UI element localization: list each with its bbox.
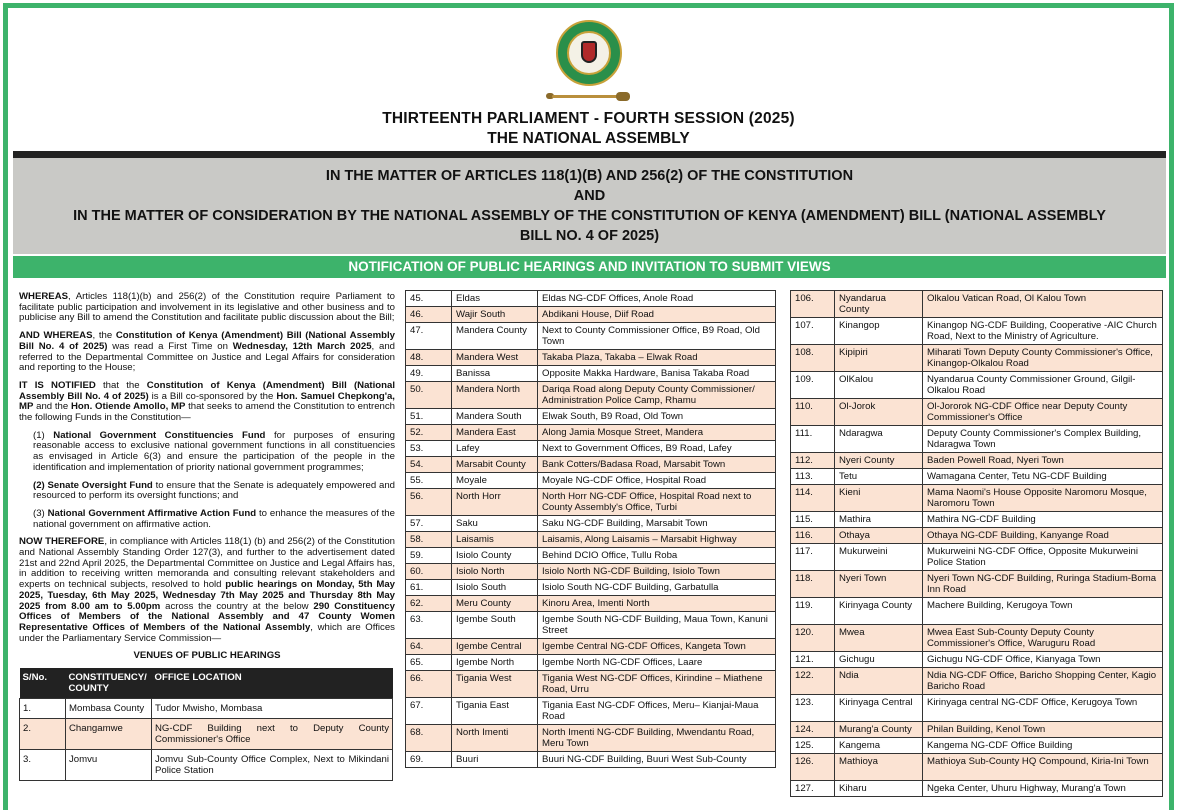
- row-number: 110.: [791, 399, 835, 426]
- table-row: [791, 291, 1163, 318]
- office-location: Philan Building, Kenol Town: [923, 722, 1163, 738]
- constituency-name: OlKalou: [835, 372, 923, 399]
- table-header-row: [20, 668, 393, 699]
- row-number: 2.: [20, 719, 66, 750]
- office-location: Isiolo South NG-CDF Building, Garbatulla: [538, 580, 776, 596]
- constituency-name: Kipipiri: [835, 345, 923, 372]
- office-location: Opposite Makka Hardware, Banisa Takaba Road: [538, 366, 776, 382]
- table-row: [20, 699, 393, 719]
- office-location: Kirinyaga central NG-CDF Office, Kerugoya Town: [923, 695, 1163, 722]
- row-number: 57.: [406, 516, 452, 532]
- row-number: 123.: [791, 695, 835, 722]
- table-row: [406, 671, 776, 698]
- constituency-name: Nyandarua County: [835, 291, 923, 318]
- constituency-name: Igembe Central: [452, 639, 538, 655]
- constituency-name: Moyale: [452, 473, 538, 489]
- constituency-name: Lafey: [452, 441, 538, 457]
- table-row: [406, 425, 776, 441]
- table-row: [791, 528, 1163, 544]
- row-number: 49.: [406, 366, 452, 382]
- row-number: 127.: [791, 781, 835, 797]
- constituency-name: Mandera South: [452, 409, 538, 425]
- office-location: Machere Building, Kerugoya Town: [923, 598, 1163, 625]
- row-number: 58.: [406, 532, 452, 548]
- row-number: 61.: [406, 580, 452, 596]
- office-location: Jomvu Sub-County Office Complex, Next to Mikindani Police Station: [152, 750, 393, 781]
- col-header-constituency: CONSTITUENCY/ COUNTY: [66, 668, 152, 699]
- office-location: Olkalou Vatican Road, Ol Kalou Town: [923, 291, 1163, 318]
- table-row: [791, 485, 1163, 512]
- constituency-name: Kieni: [835, 485, 923, 512]
- table-row: [406, 489, 776, 516]
- constituency-name: Igembe North: [452, 655, 538, 671]
- office-location: North Imenti NG-CDF Building, Mwendantu Road, Meru Town: [538, 725, 776, 752]
- row-number: 125.: [791, 738, 835, 754]
- constituency-name: Meru County: [452, 596, 538, 612]
- table-row: [20, 719, 393, 750]
- table-row: [406, 473, 776, 489]
- row-number: 60.: [406, 564, 452, 580]
- constituency-name: Kinangop: [835, 318, 923, 345]
- constituency-name: Mombasa County: [66, 699, 152, 719]
- row-number: 62.: [406, 596, 452, 612]
- table-row: [406, 350, 776, 366]
- row-number: 115.: [791, 512, 835, 528]
- constituency-name: Murang'a County: [835, 722, 923, 738]
- constituency-name: Wajir South: [452, 307, 538, 323]
- constituency-name: Othaya: [835, 528, 923, 544]
- constituency-name: Mwea: [835, 625, 923, 652]
- table-row: [406, 382, 776, 409]
- row-number: 64.: [406, 639, 452, 655]
- office-location: Igembe North NG-CDF Offices, Laare: [538, 655, 776, 671]
- table-row: [406, 564, 776, 580]
- constituency-name: Kirinyaga Central: [835, 695, 923, 722]
- table-row: [791, 469, 1163, 485]
- constituency-name: Ol-Jorok: [835, 399, 923, 426]
- row-number: 52.: [406, 425, 452, 441]
- row-number: 112.: [791, 453, 835, 469]
- office-location: Buuri NG-CDF Building, Buuri West Sub-County: [538, 752, 776, 768]
- parliament-seal-logo: [556, 20, 622, 86]
- table-row: [791, 571, 1163, 598]
- table-row: [406, 655, 776, 671]
- venues-table-left: [19, 668, 393, 781]
- office-location: Mwea East Sub-County Deputy County Commissioner's Office, Waruguru Road: [923, 625, 1163, 652]
- table-row: [791, 544, 1163, 571]
- matter-line-3: IN THE MATTER OF CONSIDERATION BY THE NATIONAL ASSEMBLY OF THE CONSTITUTION OF KENYA (AMENDMENT) BILL (NATIONAL ASSEMBLY: [73, 208, 1106, 224]
- table-row: [791, 668, 1163, 695]
- matter-line-2: AND: [573, 188, 606, 204]
- office-location: Nyeri Town NG-CDF Building, Ruringa Stadium-Boma Inn Road: [923, 571, 1163, 598]
- table-row: [791, 738, 1163, 754]
- assembly-title: THE NATIONAL ASSEMBLY: [487, 130, 690, 147]
- table-row: [406, 580, 776, 596]
- table-row: [406, 639, 776, 655]
- constituency-name: Kiharu: [835, 781, 923, 797]
- office-location: Laisamis, Along Laisamis – Marsabit Highway: [538, 532, 776, 548]
- row-number: 46.: [406, 307, 452, 323]
- row-number: 56.: [406, 489, 452, 516]
- office-location: Behind DCIO Office, Tullu Roba: [538, 548, 776, 564]
- venues-heading: VENUES OF PUBLIC HEARINGS: [133, 650, 281, 662]
- row-number: 126.: [791, 754, 835, 781]
- col-header-sno: S/No.: [20, 668, 66, 699]
- row-number: 108.: [791, 345, 835, 372]
- office-location: Takaba Plaza, Takaba – Elwak Road: [538, 350, 776, 366]
- constituency-name: Tigania East: [452, 698, 538, 725]
- matter-line-4: BILL NO. 4 OF 2025): [519, 228, 660, 244]
- office-location: North Horr NG-CDF Office, Hospital Road next to County Assembly's Office, Turbi: [538, 489, 776, 516]
- row-number: 109.: [791, 372, 835, 399]
- office-location: Mama Naomi's House Opposite Naromoru Mosque, Naromoru Town: [923, 485, 1163, 512]
- paragraph-whereas: WHEREAS, Articles 118(1)(b) and 256(2) of the Constitution require Parliament to facilitate public participation and involvement in its legislative and other business and to publicise any Bill to amend the Constitution and facilitate public discussion about the Bill;: [19, 291, 395, 324]
- constituency-name: Marsabit County: [452, 457, 538, 473]
- office-location: Next to County Commissioner Office, B9 Road, Old Town: [538, 323, 776, 350]
- row-number: 106.: [791, 291, 835, 318]
- row-number: 118.: [791, 571, 835, 598]
- constituency-name: Tetu: [835, 469, 923, 485]
- office-location: Mathioya Sub-County HQ Compound, Kiria-Ini Town: [923, 754, 1163, 781]
- constituency-name: Tigania West: [452, 671, 538, 698]
- constituency-name: North Horr: [452, 489, 538, 516]
- office-location: Mathira NG-CDF Building: [923, 512, 1163, 528]
- table-row: [406, 612, 776, 639]
- table-row: [406, 366, 776, 382]
- table-row: [406, 291, 776, 307]
- office-location: Abdikani House, Diif Road: [538, 307, 776, 323]
- row-number: 48.: [406, 350, 452, 366]
- office-location: Gichugu NG-CDF Office, Kianyaga Town: [923, 652, 1163, 668]
- row-number: 53.: [406, 441, 452, 457]
- office-location: Isiolo North NG-CDF Building, Isiolo Town: [538, 564, 776, 580]
- office-location: Baden Powell Road, Nyeri Town: [923, 453, 1163, 469]
- notification-banner: NOTIFICATION OF PUBLIC HEARINGS AND INVITATION TO SUBMIT VIEWS: [13, 256, 1166, 278]
- office-location: Bank Cotters/Badasa Road, Marsabit Town: [538, 457, 776, 473]
- constituency-name: Igembe South: [452, 612, 538, 639]
- office-location: Dariqa Road along Deputy County Commissioner/ Administration Police Camp, Rhamu: [538, 382, 776, 409]
- table-row: [406, 698, 776, 725]
- constituency-name: Mandera North: [452, 382, 538, 409]
- venues-table-right: [790, 290, 1163, 797]
- constituency-name: Mandera East: [452, 425, 538, 441]
- office-location: Igembe South NG-CDF Building, Maua Town, Kanuni Street: [538, 612, 776, 639]
- constituency-name: Mathira: [835, 512, 923, 528]
- constituency-name: Mandera County: [452, 323, 538, 350]
- paragraph-now-therefore: NOW THEREFORE, in compliance with Articles 118(1) (b) and 256(2) of the Constitution and National Assembly Standing Order 127(3), and further to the advertisement dated 21st and 22nd April 2025, the Departmental Committee on Justice and Legal Affairs has, in addition to receiving written memoranda and consulting relevant stakeholders and experts on technical subjects, resolved to hold public hearings on Monday, 5th May 2025, Tuesday, 6th May 2025, Wednesday 7th May 2025 and Thursday 8th May 2025 from 8.00 am to 5.00pm across the country at the below 290 Constituency Offices of Members of the National Assembly and 47 County Women Representative Offices of Members of the National Assembly, which are Offices under the Parliamentary Service Commission—: [19, 536, 396, 644]
- row-number: 69.: [406, 752, 452, 768]
- office-location: Elwak South, B9 Road, Old Town: [538, 409, 776, 425]
- constituency-name: Mathioya: [835, 754, 923, 781]
- table-row: [791, 695, 1163, 722]
- table-row: [791, 512, 1163, 528]
- table-row: [791, 345, 1163, 372]
- row-number: 54.: [406, 457, 452, 473]
- row-number: 116.: [791, 528, 835, 544]
- row-number: 121.: [791, 652, 835, 668]
- table-row: [791, 318, 1163, 345]
- office-location: Tigania West NG-CDF Offices, Kirindine – Miathene Road, Urru: [538, 671, 776, 698]
- table-row: [406, 409, 776, 425]
- table-row: [791, 781, 1163, 797]
- table-row: [406, 516, 776, 532]
- row-number: 65.: [406, 655, 452, 671]
- row-number: 47.: [406, 323, 452, 350]
- notice-body: [19, 292, 395, 781]
- table-row: [791, 652, 1163, 668]
- office-location: Nyandarua County Commissioner Ground, Gilgil-Olkalou Road: [923, 372, 1163, 399]
- fund-item-2: (2) Senate Oversight Fund to ensure that the Senate is adequately empowered and resourced to perform its oversight functions; and: [33, 479, 395, 502]
- row-number: 119.: [791, 598, 835, 625]
- office-location: Eldas NG-CDF Offices, Anole Road: [538, 291, 776, 307]
- constituency-name: Isiolo South: [452, 580, 538, 596]
- table-row: [406, 596, 776, 612]
- office-location: Deputy County Commissioner's Complex Building, Ndaragwa Town: [923, 426, 1163, 453]
- constituency-name: Eldas: [452, 291, 538, 307]
- constituency-name: Laisamis: [452, 532, 538, 548]
- office-location: Along Jamia Mosque Street, Mandera: [538, 425, 776, 441]
- row-number: 117.: [791, 544, 835, 571]
- constituency-name: Saku: [452, 516, 538, 532]
- office-location: Kinoru Area, Imenti North: [538, 596, 776, 612]
- matter-line-1: IN THE MATTER OF ARTICLES 118(1)(B) AND 256(2) OF THE CONSTITUTION: [325, 168, 854, 184]
- table-row: [406, 307, 776, 323]
- table-row: [791, 372, 1163, 399]
- office-location: Mukurweini NG-CDF Office, Opposite Mukurweini Police Station: [923, 544, 1163, 571]
- constituency-name: Kirinyaga County: [835, 598, 923, 625]
- row-number: 59.: [406, 548, 452, 564]
- row-number: 63.: [406, 612, 452, 639]
- row-number: 3.: [20, 750, 66, 781]
- constituency-name: Ndia: [835, 668, 923, 695]
- office-location: Ndia NG-CDF Office, Baricho Shopping Center, Kagio Baricho Road: [923, 668, 1163, 695]
- office-location: Moyale NG-CDF Office, Hospital Road: [538, 473, 776, 489]
- paragraph-and-whereas: AND WHEREAS, the Constitution of Kenya (Amendment) Bill (National Assembly Bill No. 4 of 2025) was read a First Time on Wednesday, 12th March 2025, and referred to the Departmental Committee on Justice and Legal Affairs for consideration and reporting to the House;: [19, 330, 395, 374]
- constituency-name: Isiolo County: [452, 548, 538, 564]
- constituency-name: North Imenti: [452, 725, 538, 752]
- mace-icon: [544, 92, 634, 100]
- table-row: [406, 548, 776, 564]
- constituency-name: Changamwe: [66, 719, 152, 750]
- office-location: Othaya NG-CDF Building, Kanyange Road: [923, 528, 1163, 544]
- row-number: 120.: [791, 625, 835, 652]
- row-number: 66.: [406, 671, 452, 698]
- office-location: Tigania East NG-CDF Offices, Meru– Kianjai-Maua Road: [538, 698, 776, 725]
- divider: [13, 151, 1166, 158]
- table-row: [791, 754, 1163, 781]
- row-number: 45.: [406, 291, 452, 307]
- office-location: Igembe Central NG-CDF Offices, Kangeta Town: [538, 639, 776, 655]
- constituency-name: Jomvu: [66, 750, 152, 781]
- row-number: 55.: [406, 473, 452, 489]
- table-row: [406, 441, 776, 457]
- office-location: NG-CDF Building next to Deputy County Commissioner's Office: [152, 719, 393, 750]
- matter-box: [13, 158, 1166, 254]
- constituency-name: Mukurweini: [835, 544, 923, 571]
- office-location: Ol-Jororok NG-CDF Office near Deputy County Commissioner's Office: [923, 399, 1163, 426]
- row-number: 113.: [791, 469, 835, 485]
- table-row: [791, 426, 1163, 453]
- table-row: [791, 399, 1163, 426]
- table-row: [406, 532, 776, 548]
- row-number: 67.: [406, 698, 452, 725]
- table-row: [20, 750, 393, 781]
- row-number: 111.: [791, 426, 835, 453]
- venues-table-middle: [405, 290, 776, 768]
- office-location: Kinangop NG-CDF Building, Cooperative -AIC Church Road, Next to the Ministry of Agriculture.: [923, 318, 1163, 345]
- row-number: 51.: [406, 409, 452, 425]
- table-row: [791, 453, 1163, 469]
- row-number: 68.: [406, 725, 452, 752]
- row-number: 124.: [791, 722, 835, 738]
- row-number: 122.: [791, 668, 835, 695]
- constituency-name: Banissa: [452, 366, 538, 382]
- table-row: [406, 323, 776, 350]
- table-row: [791, 598, 1163, 625]
- header: [0, 8, 1177, 148]
- constituency-name: Kangema: [835, 738, 923, 754]
- office-location: Tudor Mwisho, Mombasa: [152, 699, 393, 719]
- office-location: Saku NG-CDF Building, Marsabit Town: [538, 516, 776, 532]
- row-number: 50.: [406, 382, 452, 409]
- paragraph-notified: IT IS NOTIFIED that the Constitution of Kenya (Amendment) Bill (National Assembly Bill No. 4 of 2025) is a Bill co-sponsored by the Hon. Samuel Chepkong'a, MP and the Hon. Otiende Amollo, MP that seeks to amend the Constitution to entrench the following Funds in the Constitution—: [19, 379, 395, 424]
- constituency-name: Gichugu: [835, 652, 923, 668]
- col-header-office: OFFICE LOCATION: [152, 668, 393, 699]
- row-number: 114.: [791, 485, 835, 512]
- constituency-name: Ndaragwa: [835, 426, 923, 453]
- fund-item-3: (3) National Government Affirmative Action Fund to enhance the measures of the national government on affirmative action.: [33, 507, 395, 530]
- constituency-name: Mandera West: [452, 350, 538, 366]
- constituency-name: Nyeri Town: [835, 571, 923, 598]
- office-location: Wamagana Center, Tetu NG-CDF Building: [923, 469, 1163, 485]
- constituency-name: Nyeri County: [835, 453, 923, 469]
- table-row: [791, 625, 1163, 652]
- row-number: 1.: [20, 699, 66, 719]
- office-location: Kangema NG-CDF Office Building: [923, 738, 1163, 754]
- office-location: Next to Government Offices, B9 Road, Lafey: [538, 441, 776, 457]
- constituency-name: Buuri: [452, 752, 538, 768]
- table-row: [406, 457, 776, 473]
- office-location: Ngeka Center, Uhuru Highway, Murang'a Town: [923, 781, 1163, 797]
- office-location: Miharati Town Deputy County Commissioner's Office, Kinangop-Olkalou Road: [923, 345, 1163, 372]
- constituency-name: Isiolo North: [452, 564, 538, 580]
- table-row: [791, 722, 1163, 738]
- session-title: THIRTEENTH PARLIAMENT - FOURTH SESSION (2025): [382, 110, 795, 127]
- table-row: [406, 752, 776, 768]
- table-row: [406, 725, 776, 752]
- fund-item-1: (1) National Government Constituencies Fund for purposes of ensuring reasonable access to exclusive national government functions in all constituencies as envisaged in Article 6(3) and ensure the participation of the people in the identification and implementation of priority national government programmes;: [33, 429, 395, 473]
- row-number: 107.: [791, 318, 835, 345]
